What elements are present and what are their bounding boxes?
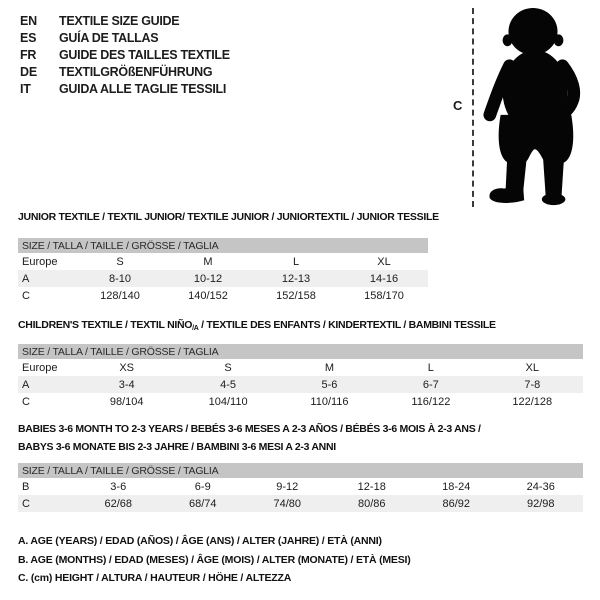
cell: L (427, 361, 434, 374)
cell: XL (525, 361, 540, 374)
table-row-age (18, 270, 428, 287)
junior-size-table (18, 238, 428, 304)
language-code: FR (20, 48, 37, 62)
cell: 92/98 (499, 495, 584, 512)
cell: 116/122 (411, 395, 451, 408)
children-table-title (18, 319, 496, 332)
language-row-de (20, 64, 230, 81)
language-row-it (20, 81, 230, 98)
cell: 80/86 (330, 495, 415, 512)
table-row-age (18, 376, 583, 393)
language-label: GUIDE DES TAILLES TEXTILE (59, 48, 230, 62)
language-code: ES (20, 31, 37, 45)
babies-title-line1: BABIES 3-6 MONTH TO 2-3 YEARS / BEBÉS 3-6 MESES A 2-3 AÑOS / BÉBÉS 3-6 MOIS À 2-3 ANS / (18, 423, 481, 435)
measurement-legend (18, 532, 411, 588)
cell: L (292, 255, 300, 268)
cell: 122/128 (512, 395, 553, 408)
row-label: C (18, 495, 76, 512)
row-label: C (22, 289, 30, 302)
baby-silhouette-icon (483, 5, 583, 211)
cell: 8-10 (76, 270, 164, 287)
language-list (20, 13, 230, 98)
table-row-height (18, 393, 583, 410)
table-row-europe (18, 359, 583, 376)
table-row-height (18, 495, 583, 512)
table-row-europe (18, 253, 428, 270)
cell: 9-12 (276, 480, 299, 493)
cell: 3-4 (76, 376, 177, 393)
language-code: EN (20, 14, 37, 28)
cell: 152/158 (276, 289, 316, 302)
row-label: Europe (22, 255, 58, 268)
table-header-row (18, 238, 428, 253)
row-label: B (22, 480, 30, 493)
cell: 18-24 (442, 480, 471, 493)
babies-table-title (18, 420, 481, 456)
babies-size-table (18, 463, 583, 512)
language-label: GUÍA DE TALLAS (59, 31, 159, 45)
cell: 7-8 (482, 376, 583, 393)
legend-line-c: C. (cm) HEIGHT / ALTURA / HAUTEUR / HÖHE / ALTEZZA (18, 572, 292, 584)
cell: 104/110 (208, 395, 248, 408)
title-subscript: /A (192, 325, 199, 332)
cell: M (203, 255, 213, 268)
children-size-table (18, 344, 583, 410)
cell: XS (119, 361, 135, 374)
language-row-es (20, 30, 230, 47)
cell: 4-5 (177, 376, 278, 393)
language-row-fr (20, 47, 230, 64)
table-header-row (18, 344, 583, 359)
title-part: CHILDREN'S TEXTILE / TEXTIL NIÑO (18, 319, 193, 331)
cell: 12-18 (357, 480, 386, 493)
height-measure-dashed-line (472, 8, 474, 207)
table-row-months (18, 478, 583, 495)
row-label: C (22, 395, 30, 408)
cell: XL (377, 255, 391, 268)
cell: 6-7 (380, 376, 481, 393)
language-label: GUIDA ALLE TAGLIE TESSILI (59, 82, 227, 96)
legend-line-a: A. AGE (YEARS) / EDAD (AÑOS) / ÂGE (ANS) / ALTER (JAHRE) / ETÀ (ANNI) (18, 535, 382, 547)
cell: 158/170 (364, 289, 404, 302)
row-label: A (18, 270, 76, 287)
cell: M (324, 361, 335, 374)
cell: 12-13 (252, 270, 340, 287)
legend-line-b: B. AGE (MONTHS) / EDAD (MESES) / ÂGE (MOIS) / ALTER (MONATE) / ETÀ (MESI) (18, 553, 411, 566)
babies-title-line2: BABYS 3-6 MONATE BIS 2-3 JAHRE / BAMBINI 3-6 MESI A 2-3 ANNI (18, 441, 336, 453)
cell: 3-6 (110, 480, 127, 493)
language-label: TEXTILE SIZE GUIDE (59, 14, 180, 28)
cell: 10-12 (164, 270, 252, 287)
cell: 6-9 (194, 480, 211, 493)
cell: S (224, 361, 232, 374)
cell: 68/74 (161, 495, 246, 512)
table-header-row (18, 463, 583, 478)
language-label: TEXTILGRÖßENFÜHRUNG (59, 65, 213, 79)
cell: S (116, 255, 124, 268)
language-code: DE (20, 65, 37, 79)
cell: 62/68 (76, 495, 161, 512)
size-header-label: SIZE / TALLA / TAILLE / GRÖSSE / TAGLIA (18, 463, 583, 478)
cell: 14-16 (340, 270, 428, 287)
cell: 98/104 (109, 395, 144, 408)
cell: 5-6 (279, 376, 380, 393)
size-header-label: SIZE / TALLA / TAILLE / GRÖSSE / TAGLIA (18, 238, 428, 253)
size-header-label: SIZE / TALLA / TAILLE / GRÖSSE / TAGLIA (18, 344, 583, 359)
cell: 86/92 (414, 495, 499, 512)
title-part: / TEXTILE DES ENFANTS / KINDERTEXTIL / BAMBINI TESSILE (198, 319, 496, 331)
cell: 110/116 (310, 395, 349, 408)
cell: 140/152 (188, 289, 228, 302)
cell: 74/80 (245, 495, 330, 512)
row-label: A (18, 376, 76, 393)
language-row-en (20, 13, 230, 30)
table-row-height (18, 287, 428, 304)
cell: 24-36 (526, 480, 555, 493)
cell: 128/140 (100, 289, 140, 302)
language-code: IT (20, 82, 31, 96)
row-label: Europe (22, 361, 58, 374)
height-measure-label: C (453, 98, 463, 113)
junior-table-title: JUNIOR TEXTILE / TEXTIL JUNIOR/ TEXTILE JUNIOR / JUNIORTEXTIL / JUNIOR TESSILE (18, 211, 439, 223)
